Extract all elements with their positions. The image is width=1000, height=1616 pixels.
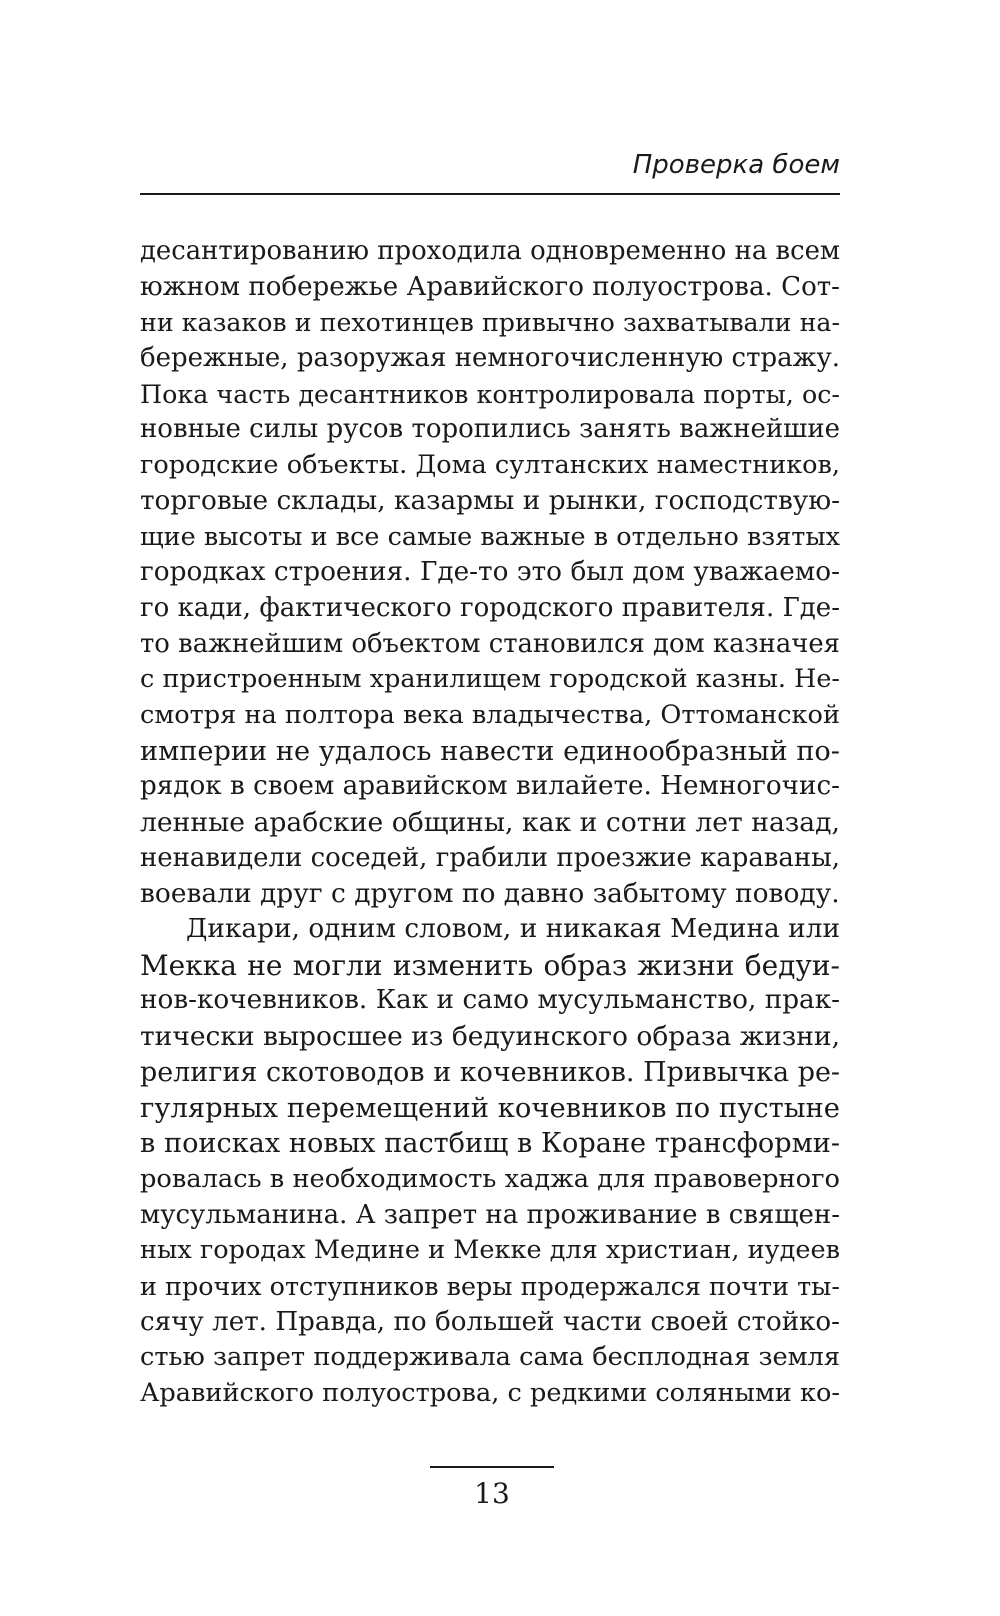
text-line: го кади, фактического городского правителя. Где- [140,592,840,623]
running-title: Проверка боем [632,150,840,180]
text-line: ровалась в необходимость хаджа для правоверного [140,1163,840,1194]
text-line: империи не удалось навести единообразный по- [140,735,840,767]
text-line: новные силы русов торопились занять важнейшие [140,414,840,445]
text-line: религия скотоводов и кочевников. Привычка ре- [140,1056,840,1088]
text-line: с пристроенным хранилищем городской казны. Не- [140,664,840,695]
paragraph-2 [140,912,840,1412]
text-line: нов-кочевников. Как и само мусульманство, прак- [140,985,840,1016]
text-line: стью запрет поддерживала сама бесплодная земля [140,1342,840,1373]
body-text [140,234,840,1412]
text-line: рядок в своем аравийском вилайете. Немногочис- [140,771,840,802]
text-line: тически выросшее из бедуинского образа жизни, [140,1021,840,1053]
page-number: 13 [474,1477,510,1510]
text-line: ненавидели соседей, грабили проезжие караваны, [140,842,840,873]
header-rule [140,193,840,195]
text-line: ни казаков и пехотинцев привычно захватывали на- [140,308,840,338]
text-line: воевали друг с другом по давно забытому поводу. [140,878,840,910]
text-line: ленные арабские общины, как и сотни лет назад, [140,807,840,838]
text-line: в поисках новых пастбищ в Коране трансформи- [140,1128,840,1160]
text-line: гулярных перемещений кочевников по пустыне [140,1092,840,1124]
paragraph-1 [140,234,840,912]
text-line: Дикари, одним словом, и никакая Медина или [186,914,840,945]
text-line: смотря на полтора века владычества, Оттоманской [140,699,840,730]
text-line: десантированию проходила одновременно на всем [140,236,840,266]
text-line: Аравийского полуострова, с редкими соляными ко- [140,1378,840,1408]
text-line: Мекка не могли изменить образ жизни бедуи- [140,948,840,982]
text-line: сячу лет. Правда, по большей части своей стойко- [140,1306,840,1337]
text-line: ных городах Медине и Мекке для христиан, иудеев [140,1235,840,1266]
text-line: и прочих отступников веры продержался почти ты- [140,1270,840,1301]
text-line: мусульманина. А запрет на проживание в священ- [140,1199,840,1230]
text-line: торговые склады, казармы и рынки, господствую- [140,485,840,516]
text-line: то важнейшим объектом становился дом казначея [140,628,840,659]
text-line: городские объекты. Дома султанских наместников, [140,450,840,481]
footer-rule [430,1466,554,1468]
text-line: южном побережье Аравийского полуострова. Сот- [140,271,840,302]
text-line: щие высоты и все самые важные в отдельно взятых [140,521,840,552]
text-line: Пока часть десантников контролировала порты, ос- [140,378,840,409]
text-line: городках строения. Где-то это был дом уважаемо- [140,557,840,588]
text-line: бережные, разоружая немногочисленную стражу. [140,343,840,374]
